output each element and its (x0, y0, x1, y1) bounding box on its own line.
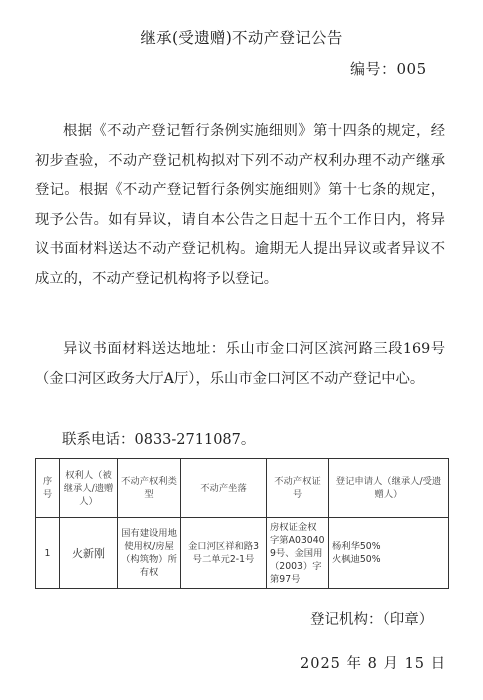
notice-title: 继承(受遗赠)不动产登记公告 (140, 29, 343, 47)
header-serial: 序号 (36, 459, 60, 518)
header-location: 不动产坐落 (181, 459, 267, 518)
document-number: 编号：005 (350, 60, 427, 78)
property-table (35, 458, 449, 589)
notice-date: 2025 年 8 月 15 日 (300, 656, 447, 672)
main-paragraph (35, 117, 445, 294)
address-paragraph-text: 异议书面材料送达地址：乐山市金口河区滨河路三段169号（金口河区政务大厅A厅），乐山市金口河区不动产登记中心。 (35, 341, 445, 387)
header-right-type: 不动产权利类型 (118, 459, 181, 518)
table-row (36, 518, 449, 589)
header-applicant: 登记申请人（继承人/受遗赠人） (329, 459, 449, 518)
table-header-row (36, 459, 449, 518)
applicant-2: 火枫迪50% (332, 554, 381, 565)
cell-serial: 1 (36, 518, 60, 589)
main-paragraph-text: 根据《不动产登记暂行条例实施细则》第十四条的规定，经初步查验，不动产登记机构拟对下列不动产权利办理不动产继承登记。根据《不动产登记暂行条例实施细则》第十七条的规定，现予公告。如有异议，请自本公告之日起十五个工作日内，将异议书面材料送达不动产登记机构。逾期无人提出异议或者异议不成立的，不动产登记机构将予以登记。 (35, 123, 445, 287)
cell-applicant (329, 518, 449, 589)
applicant-1: 杨利华50% (332, 541, 381, 552)
cell-location: 金口河区祥和路3号二单元2-1号 (181, 518, 267, 589)
cell-cert-no: 房权证金权字第A030409号、金国用（2003）字第97号 (267, 518, 329, 589)
registration-authority-seal: 登记机构：（印章） (310, 612, 434, 628)
contact-phone: 联系电话：0833-2711087。 (62, 432, 256, 448)
cell-holder: 火新刚 (60, 518, 118, 589)
header-holder: 权利人（被继承人/遗赠人） (60, 459, 118, 518)
cell-right-type: 国有建设用地使用权/房屋（构筑物）所有权 (118, 518, 181, 589)
header-cert-no: 不动产权证号 (267, 459, 329, 518)
address-paragraph (35, 335, 445, 394)
